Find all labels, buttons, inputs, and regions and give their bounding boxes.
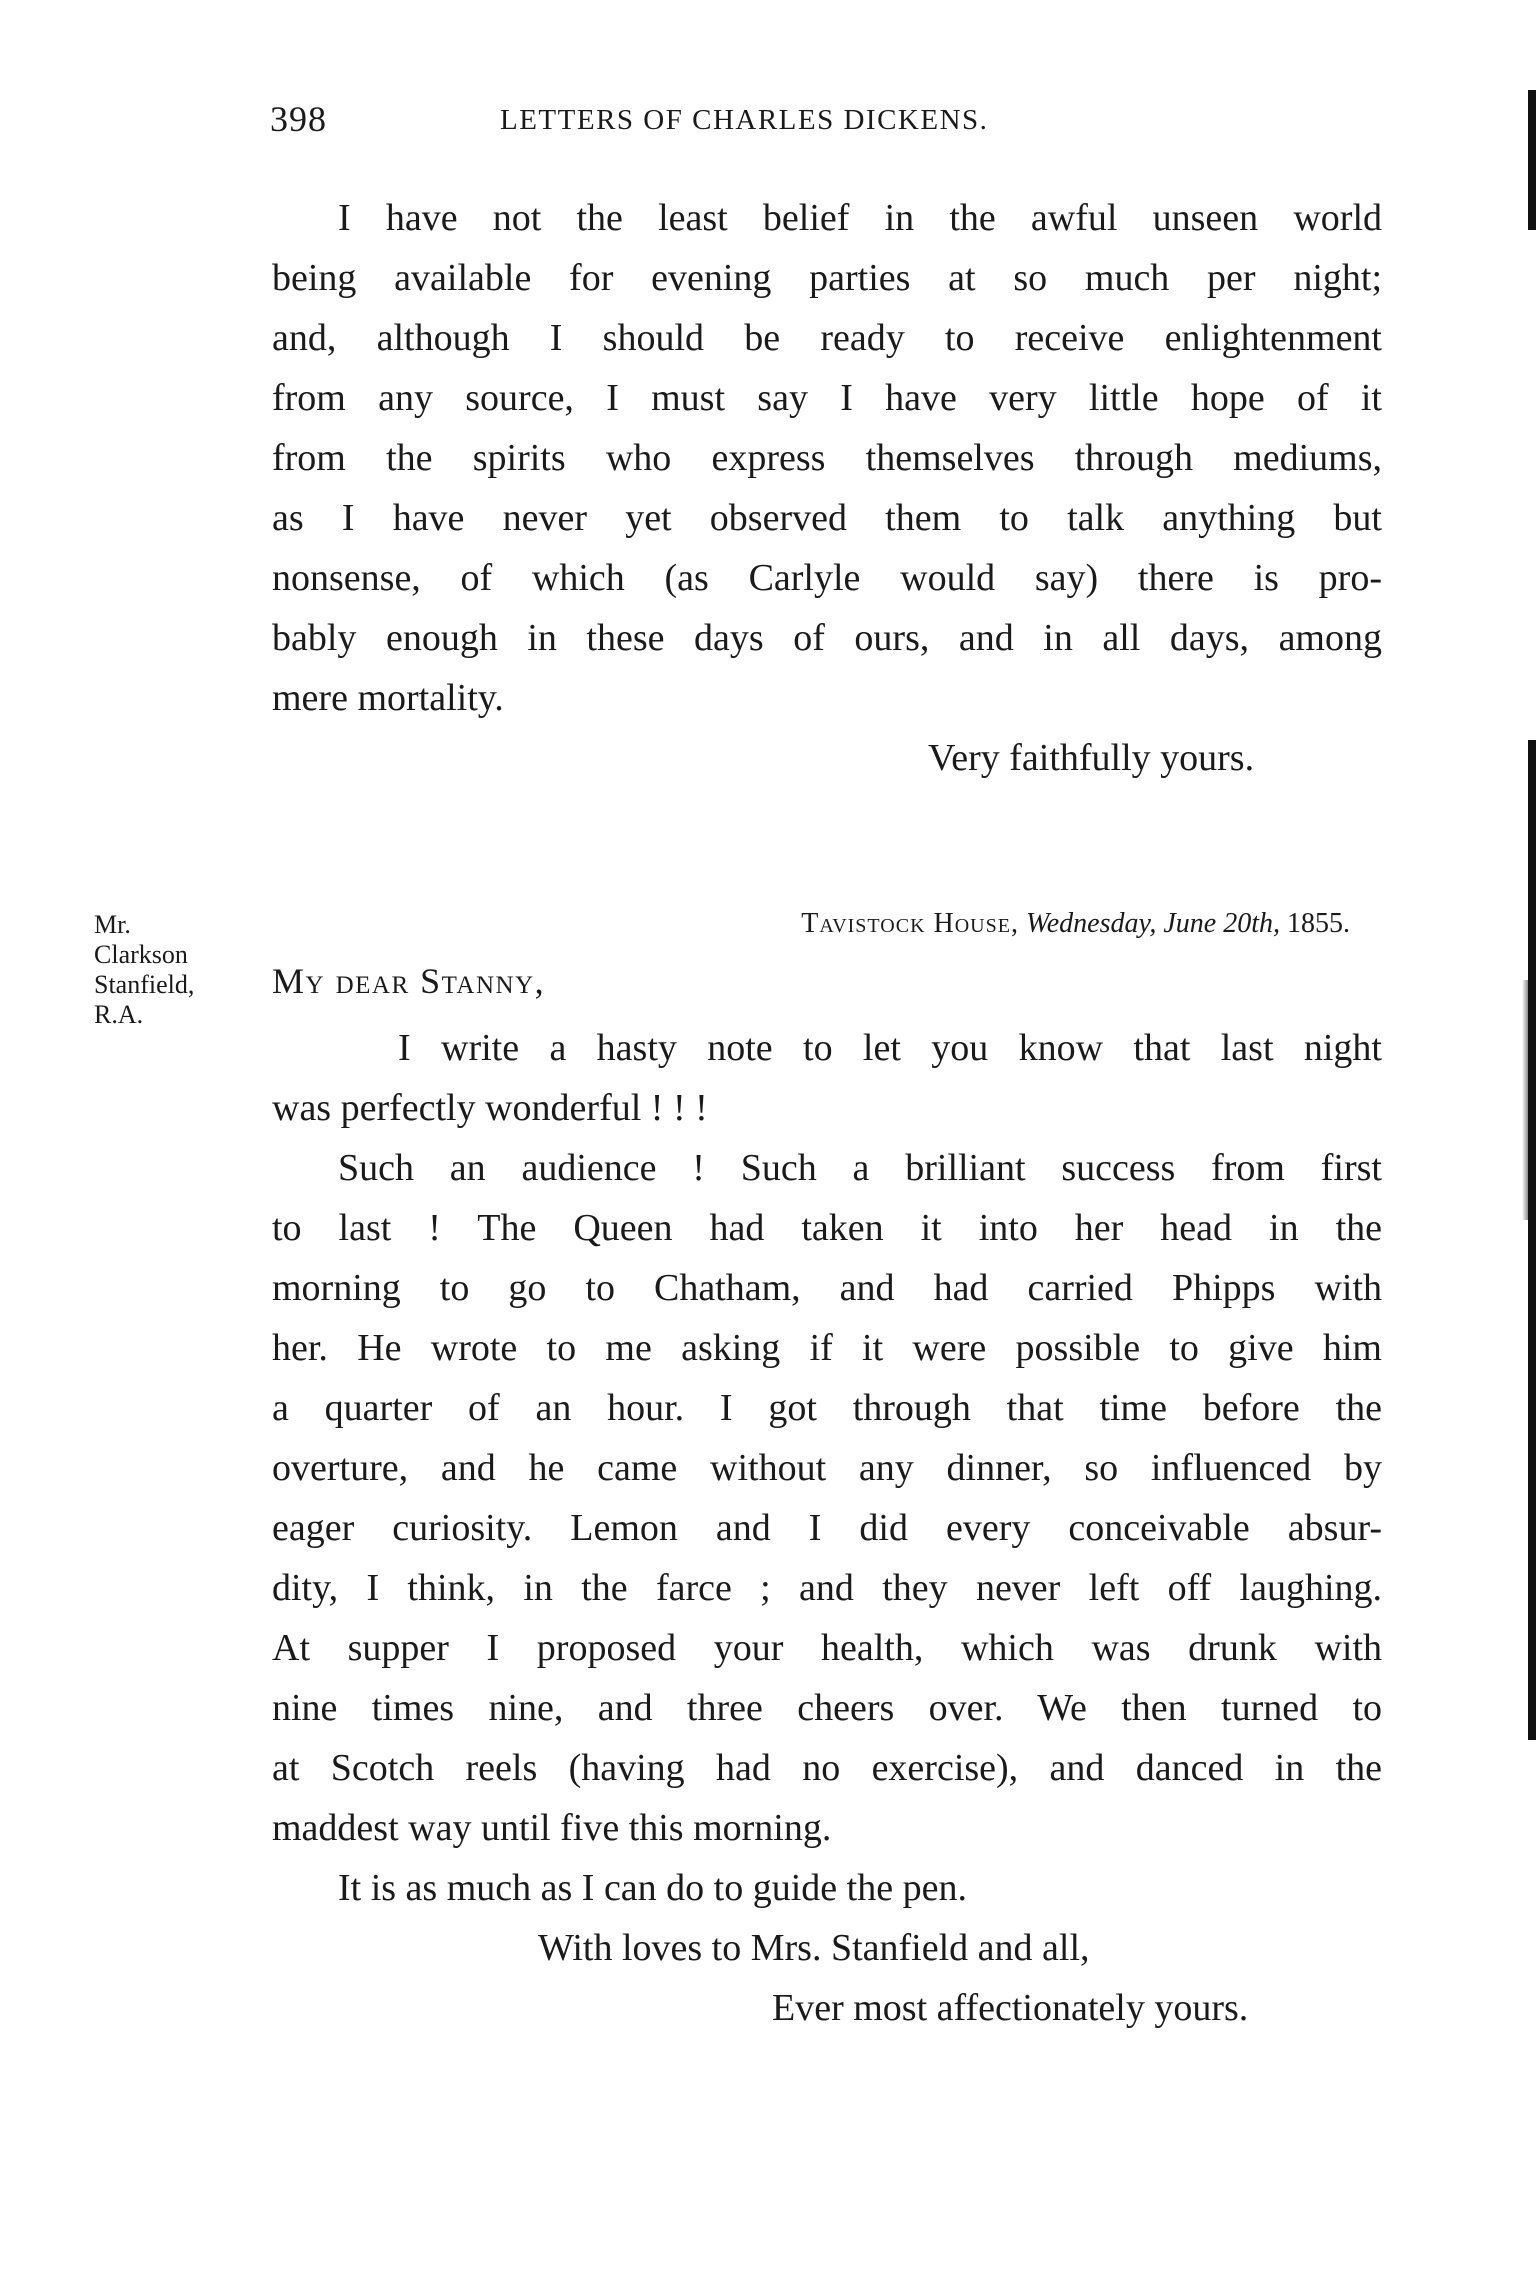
letter2-p3: It is as much as I can do to guide the pen. bbox=[338, 1867, 967, 1909]
scanned-page-edge bbox=[1528, 90, 1536, 230]
letter2-p2-line-8: dity, I think, in the farce ; and they never left off laughing. bbox=[272, 1567, 1382, 1609]
letter1-line-9: mere mortality. bbox=[272, 677, 504, 719]
scanned-page-edge bbox=[1528, 740, 1536, 1740]
letter1-line-4: from any source, I must say I have very little hope of it bbox=[272, 377, 1382, 419]
letter2-closing-1: With loves to Mrs. Stanfield and all, bbox=[538, 1927, 1090, 1969]
letter2-p2-line-2: to last ! The Queen had taken it into her head in the bbox=[272, 1207, 1382, 1249]
dateline-year: 1855. bbox=[1287, 908, 1350, 939]
letter1-closing: Very faithfully yours. bbox=[928, 737, 1255, 779]
letter1-line-2: being available for evening parties at so much per night; bbox=[272, 257, 1382, 299]
dateline-place: Tavistock House, bbox=[801, 908, 1019, 939]
letter1-line-6: as I have never yet observed them to talk anything but bbox=[272, 497, 1382, 539]
letter2-p2-line-10: nine times nine, and three cheers over. We then turned to bbox=[272, 1687, 1382, 1729]
letter2-p2-line-5: a quarter of an hour. I got through that time before the bbox=[272, 1387, 1382, 1429]
letter2-closing-2: Ever most affectionately yours. bbox=[772, 1987, 1249, 2029]
letter1-line-5: from the spirits who express themselves through mediums, bbox=[272, 437, 1382, 479]
margin-note-recipient bbox=[94, 910, 254, 1030]
letter1-line-7: nonsense, of which (as Carlyle would say) there is pro- bbox=[272, 557, 1382, 599]
letter2-p2-line-4: her. He wrote to me asking if it were possible to give him bbox=[272, 1327, 1382, 1369]
letter1-line-3: and, although I should be ready to receive enlightenment bbox=[272, 317, 1382, 359]
letter2-p1-line-1: I write a hasty note to let you know that last night bbox=[398, 1027, 1382, 1069]
margin-note-line: Clarkson bbox=[94, 940, 188, 969]
margin-note-line: Stanfield, bbox=[94, 970, 195, 999]
page-number: 398 bbox=[270, 99, 327, 139]
letter2-p2-line-7: eager curiosity. Lemon and I did every conceivable absur- bbox=[272, 1507, 1382, 1549]
margin-note-line: Mr. bbox=[94, 910, 131, 939]
letter2-p2-line-1: Such an audience ! Such a brilliant success from first bbox=[338, 1147, 1382, 1189]
running-head bbox=[270, 98, 1170, 148]
letter2-p2-line-9: At supper I proposed your health, which was drunk with bbox=[272, 1627, 1382, 1669]
margin-note-line: R.A. bbox=[94, 1000, 144, 1029]
scanned-edge-shadow bbox=[1522, 980, 1528, 1220]
letter2-dateline bbox=[801, 908, 1350, 940]
letter2-p2-line-6: overture, and he came without any dinner, so influenced by bbox=[272, 1447, 1382, 1489]
letter2-p2-line-3: morning to go to Chatham, and had carried Phipps with bbox=[272, 1267, 1382, 1309]
letter2-p2-line-11: at Scotch reels (having had no exercise), and danced in the bbox=[272, 1747, 1382, 1789]
dateline-day: Wednesday, June 20th, bbox=[1025, 908, 1280, 939]
letter1-line-8: bably enough in these days of ours, and in all days, among bbox=[272, 617, 1382, 659]
letter2-salutation: My dear Stanny, bbox=[272, 961, 546, 1001]
letter2-p2-line-12: maddest way until five this morning. bbox=[272, 1807, 832, 1849]
letter1-line-1: I have not the least belief in the awful unseen world bbox=[338, 197, 1382, 239]
book-title: LETTERS OF CHARLES DICKENS. bbox=[500, 104, 989, 136]
letter2-p1-line-2: was perfectly wonderful ! ! ! bbox=[272, 1087, 708, 1129]
